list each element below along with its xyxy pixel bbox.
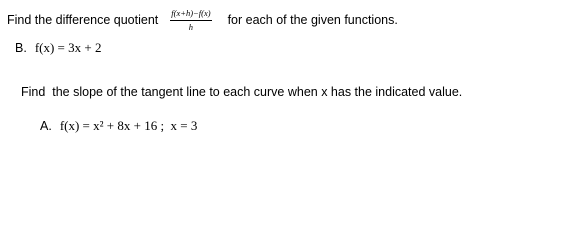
difference-quotient-instruction [7, 6, 398, 34]
fraction-denominator: h [188, 21, 194, 32]
instruction-text-before: Find the difference quotient [7, 13, 159, 27]
function-expression: f(x) = x² + 8x + 16 ; x = 3 [59, 118, 198, 133]
tangent-slope-instruction [21, 83, 462, 101]
item-label: B. [15, 41, 27, 55]
fraction-numerator: f(x+h)−f(x) [170, 9, 211, 21]
item-label: A. [40, 119, 52, 133]
problem-item-a [40, 116, 197, 136]
instruction-text: Find the slope of the tangent line to each curve when x has the indicated value. [21, 85, 463, 99]
function-expression: f(x) = 3x + 2 [34, 40, 102, 55]
problem-item-b [15, 39, 101, 57]
instruction-text-after: for each of the given functions. [227, 13, 398, 27]
difference-quotient-fraction [170, 9, 211, 31]
